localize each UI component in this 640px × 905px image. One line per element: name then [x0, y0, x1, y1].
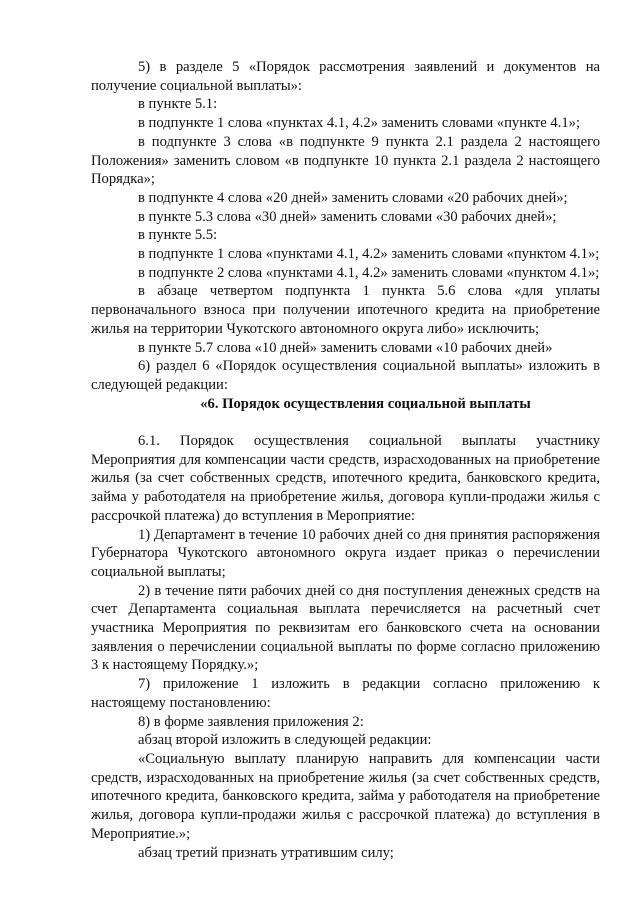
paragraph-5-5-subpoint-1: в подпункте 1 слова «пунктами 4.1, 4.2» заменить словами «пунктом 4.1»; — [138, 246, 600, 263]
paragraph-point-5-7: в пункте 5.7 слова «10 дней» заменить словами «10 рабочих дней» — [138, 339, 553, 356]
paragraph-item-7: 7) приложение 1 изложить в редакции согласно приложению к настоящему постановлению: — [91, 676, 600, 711]
paragraph-section5-intro: 5) в разделе 5 «Порядок рассмотрения заявлений и документов на получение социальной выплаты»: — [91, 59, 600, 94]
blank-line — [91, 413, 600, 432]
paragraph-subpoint-3: в подпункте 3 слова «в подпункте 9 пункта 2.1 раздела 2 настоящего Положения» заменить словом «в подпункте 10 пункта 2.1 раздела 2 настоящего Порядка»; — [91, 133, 600, 188]
paragraph-point-5-1: в пункте 5.1: — [138, 96, 218, 113]
paragraph-point-5-3: в пункте 5.3 слова «30 дней» заменить словами «30 рабочих дней»; — [138, 208, 557, 225]
paragraph-point-5-6: в абзаце четвертом подпункта 1 пункта 5.6 слова «для уплаты первоначального взноса при получении ипотечного кредита на приобретение жилья на территории Чукотского автономного округа либо» исключить; — [91, 283, 600, 337]
paragraph-abzac-2: абзац второй изложить в следующей редакции: — [138, 732, 432, 749]
paragraph-point-6-1: 6.1. Порядок осуществления социальной выплаты участнику Мероприятия для компенсации части средств, израсходованных на приобретение жилья (за счет собственных средств, ипотечного кредита, банковского кредита, займа у работодателя на приобретение жилья, договора купли-продажи жилья с рассрочкой платежа) до вступления в Мероприятие: — [91, 433, 600, 524]
paragraph-5-5-subpoint-2: в подпункте 2 слова «пунктами 4.1, 4.2» заменить словами «пунктом 4.1»; — [138, 264, 600, 281]
section-title: «6. Порядок осуществления социальной выплаты — [200, 395, 531, 412]
paragraph-section6-intro: 6) раздел 6 «Порядок осуществления социальной выплаты» изложить в следующей редакции: — [91, 358, 600, 393]
paragraph-6-1-item-1: 1) Департамент в течение 10 рабочих дней со дня принятия распоряжения Губернатора Чукотского автономного округа издает приказ о перечислении социальной выплаты; — [91, 526, 600, 580]
paragraph-subpoint-4: в подпункте 4 слова «20 дней» заменить словами «20 рабочих дней»; — [138, 189, 568, 206]
paragraph-abzac-3: абзац третий признать утратившим силу; — [138, 844, 394, 861]
paragraph-point-5-5: в пункте 5.5: — [138, 227, 218, 244]
paragraph-quote: «Социальную выплату планирую направить для компенсации части средств, израсходованных на приобретение жилья (за счет собственных средств, ипотечного кредита, банковского кредита, займа у работодателя на приобретение жилья, договора купли-продажи жилья с рассрочкой платежа) до вступления в Мероприятие.»; — [91, 751, 600, 842]
paragraph-6-1-item-2: 2) в течение пяти рабочих дней со дня поступления денежных средств на счет Департамента социальная выплата перечисляется на расчетный счет участника Мероприятия по реквизитам его банковского счета на основании заявления о перечислении социальной выплаты по форме согласно приложению 3 к настоящему Порядку.»; — [91, 582, 600, 674]
paragraph-item-8: 8) в форме заявления приложения 2: — [138, 713, 364, 730]
paragraph-subpoint-1: в подпункте 1 слова «пунктах 4.1, 4.2» заменить словами «пункте 4.1»; — [138, 115, 581, 132]
